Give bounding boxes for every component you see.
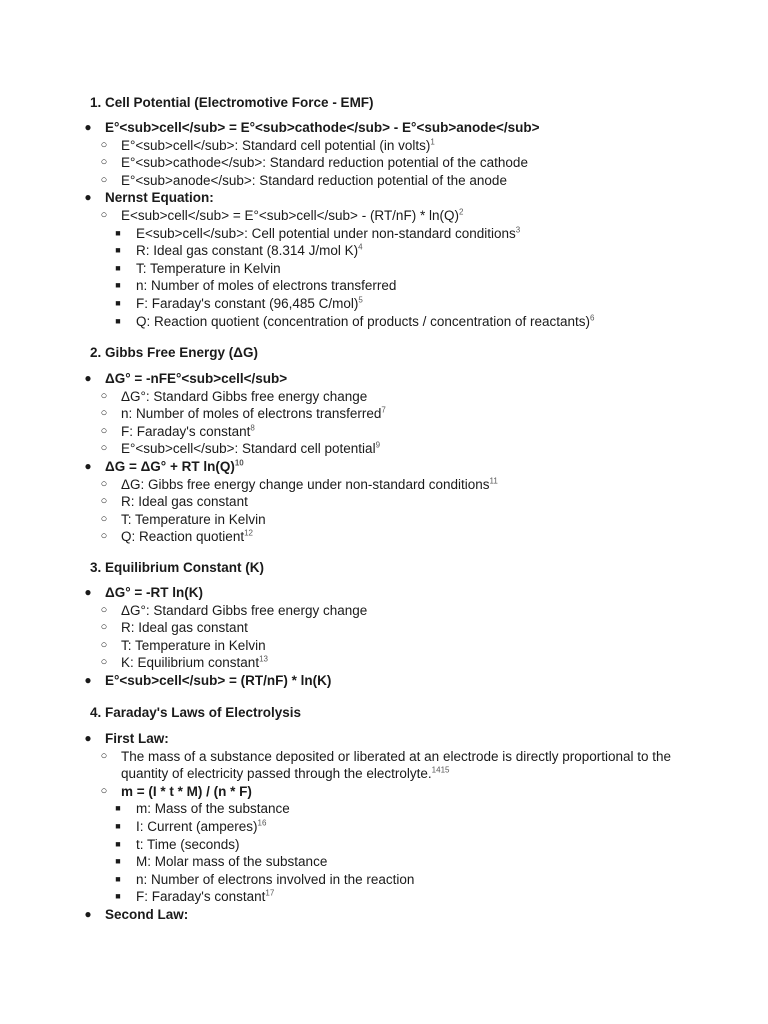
list-item-text: Nernst Equation: [105,190,214,206]
footnote-marker[interactable]: 2 [458,207,464,217]
footnote-marker[interactable]: 5 [358,295,363,305]
list-item-text: E°<sub>cell</sub>: Standard cell potential (in volts) [121,137,431,153]
list-item [121,511,266,528]
footnote-marker[interactable]: 16 [257,818,267,828]
bullet-level-3-icon: ■ [115,280,121,291]
list-item-text: I: Current (amperes) [136,819,258,834]
footnote-marker[interactable]: 8 [250,423,255,433]
bullet-level-3-icon: ■ [115,803,121,814]
list-item [136,313,594,330]
list-item [105,119,540,136]
bullet-level-2-icon: ○ [100,389,108,402]
list-item-text: E°<sub>cell</sub> = E°<sub>cathode</sub> - E°<sub>anode</sub> [105,120,540,135]
list-item-text: E°<sub>cathode</sub>: Standard reduction potential of the cathode [121,155,528,171]
footnote-marker[interactable]: 17 [265,888,275,898]
bullet-level-1-icon: ● [84,120,92,134]
list-item-text: R: Ideal gas constant [121,620,248,636]
list-item-text: ΔG = ΔG° + RT ln(Q) [105,459,235,474]
footnote-marker[interactable]: 9 [375,440,381,450]
bullet-level-2-icon: ○ [100,495,108,508]
list-item-text: ΔG° = -nFE°<sub>cell</sub> [105,371,288,386]
list-item-text: n: Number of moles of electrons transferred [136,278,397,294]
list-item-text: E<sub>cell</sub>: Cell potential under non-standard conditions [136,225,516,241]
bullet-level-1-icon: ● [84,731,92,745]
bullet-level-2-icon: ○ [100,603,108,616]
list-item [121,405,386,422]
list-item-text: E<sub>cell</sub> = E°<sub>cell</sub> - (RT/nF) * ln(Q) [121,208,459,223]
bullet-level-3-icon: ■ [115,298,121,308]
footnote-marker[interactable]: 1 [430,137,435,147]
list-item [105,730,169,747]
bullet-level-3-icon: ■ [115,821,121,831]
list-item [121,602,367,619]
bullet-level-2-icon: ○ [100,749,108,762]
list-item [121,528,253,545]
section-heading: 1. Cell Potential (Electromotive Force - EMF) [90,95,374,110]
list-item [136,225,520,242]
footnote-marker[interactable]: 4 [358,242,363,252]
footnote-marker[interactable]: 3 [515,225,521,235]
list-item [136,836,240,853]
list-item-text: R: Ideal gas constant [121,494,248,510]
list-item-text: T: Temperature in Kelvin [121,511,266,527]
list-item [136,853,327,870]
bullet-level-2-icon: ○ [100,442,108,455]
list-item [121,137,435,154]
list-item [105,672,331,689]
bullet-level-1-icon: ● [84,673,92,687]
section-heading: 4. Faraday's Laws of Electrolysis [90,705,302,720]
bullet-level-1-icon: ● [84,907,92,921]
list-item [105,458,244,475]
list-item-text: The mass of a substance deposited or liberated at an electrode is directly proportional to the quantity of electricity passed through the electrolyte. [121,748,672,781]
list-item [136,260,281,277]
list-item-text: F: Faraday's constant [121,423,251,439]
list-item [121,207,463,224]
list-item [121,154,528,171]
bullet-level-2-icon: ○ [100,407,108,420]
bullet-level-2-icon: ○ [100,209,108,221]
bullet-level-1-icon: ● [84,190,92,205]
bullet-level-2-icon: ○ [100,156,108,169]
bullet-level-3-icon: ■ [115,838,121,849]
list-item-text: E°<sub>cell</sub>: Standard cell potential [121,441,376,457]
list-item [136,277,396,294]
list-item [136,242,363,259]
footnote-marker[interactable]: 7 [381,405,386,415]
list-item [136,871,414,888]
list-item-text: E°<sub>anode</sub>: Standard reduction potential of the anode [121,172,507,188]
bullet-level-1-icon: ● [84,371,92,385]
bullet-level-1-icon: ● [84,459,92,473]
footnote-marker[interactable]: 11 [489,476,498,486]
bullet-level-3-icon: ■ [115,315,121,326]
footnote-marker[interactable]: 1415 [431,765,450,775]
bullet-level-3-icon: ■ [115,873,121,884]
list-item [121,619,248,636]
list-item-text: m = (I * t * M) / (n * F) [121,783,252,799]
list-item [121,423,255,440]
footnote-marker[interactable]: 12 [244,528,253,538]
list-item-text: F: Faraday's constant [136,889,266,905]
list-item [105,584,203,601]
list-item [121,440,380,457]
footnote-marker[interactable]: 6 [590,313,595,323]
list-item [121,748,681,782]
list-item [136,888,274,905]
list-item [105,189,214,206]
list-item [136,818,266,835]
list-item [121,476,498,493]
list-item [105,906,188,923]
list-item [121,637,266,654]
list-item [121,388,367,405]
bullet-level-3-icon: ■ [115,262,121,273]
bullet-level-3-icon: ■ [115,245,121,256]
list-item [105,370,287,387]
bullet-level-3-icon: ■ [115,891,121,902]
list-item [121,493,248,510]
list-item-text: ΔG: Gibbs free energy change under non-standard conditions [121,476,490,492]
section-heading: 2. Gibbs Free Energy (ΔG) [90,345,258,360]
bullet-level-2-icon: ○ [100,621,108,634]
section-heading: 3. Equilibrium Constant (K) [90,560,264,575]
list-item-text: F: Faraday's constant (96,485 C/mol) [136,296,359,311]
footnote-marker[interactable]: 13 [259,654,268,664]
list-item-text: n: Number of electrons involved in the reaction [136,871,415,887]
bullet-level-2-icon: ○ [100,530,108,543]
list-item-text: K: Equilibrium constant [121,655,260,671]
bullet-level-2-icon: ○ [100,784,108,797]
list-item [121,654,268,671]
list-item-text: n: Number of moles of electrons transferred [121,406,382,422]
list-item [121,783,252,800]
bullet-level-2-icon: ○ [100,173,108,186]
list-item-text: T: Temperature in Kelvin [121,637,266,653]
bullet-level-1-icon: ● [84,585,92,599]
bullet-level-2-icon: ○ [100,638,108,651]
list-item-text: Q: Reaction quotient (concentration of products / concentration of reactants) [136,313,591,329]
bullet-level-2-icon: ○ [100,138,108,151]
list-item [136,295,363,312]
list-item-text: T: Temperature in Kelvin [136,260,281,276]
list-item [136,800,290,817]
list-item [121,172,507,189]
bullet-level-2-icon: ○ [100,477,108,490]
list-item-text: ΔG°: Standard Gibbs free energy change [121,602,368,618]
footnote-marker[interactable]: 10 [234,458,244,468]
list-item-text: ΔG° = -RT ln(K) [105,585,203,600]
list-item-text: m: Mass of the substance [136,801,290,817]
list-item-text: t: Time (seconds) [136,836,240,852]
list-item-text: Second Law: [105,907,189,922]
list-item-text: E°<sub>cell</sub> = (RT/nF) * ln(K) [105,673,332,688]
bullet-level-2-icon: ○ [100,424,108,437]
bullet-level-3-icon: ■ [115,856,121,867]
bullet-level-3-icon: ■ [115,227,121,238]
list-item-text: M: Molar mass of the substance [136,854,328,870]
bullet-level-2-icon: ○ [100,656,108,669]
bullet-level-2-icon: ○ [100,512,108,525]
list-item-text: R: Ideal gas constant (8.314 J/mol K) [136,243,359,259]
list-item-text: First Law: [105,731,169,746]
list-item-text: ΔG°: Standard Gibbs free energy change [121,388,368,404]
list-item-text: Q: Reaction quotient [121,529,245,545]
